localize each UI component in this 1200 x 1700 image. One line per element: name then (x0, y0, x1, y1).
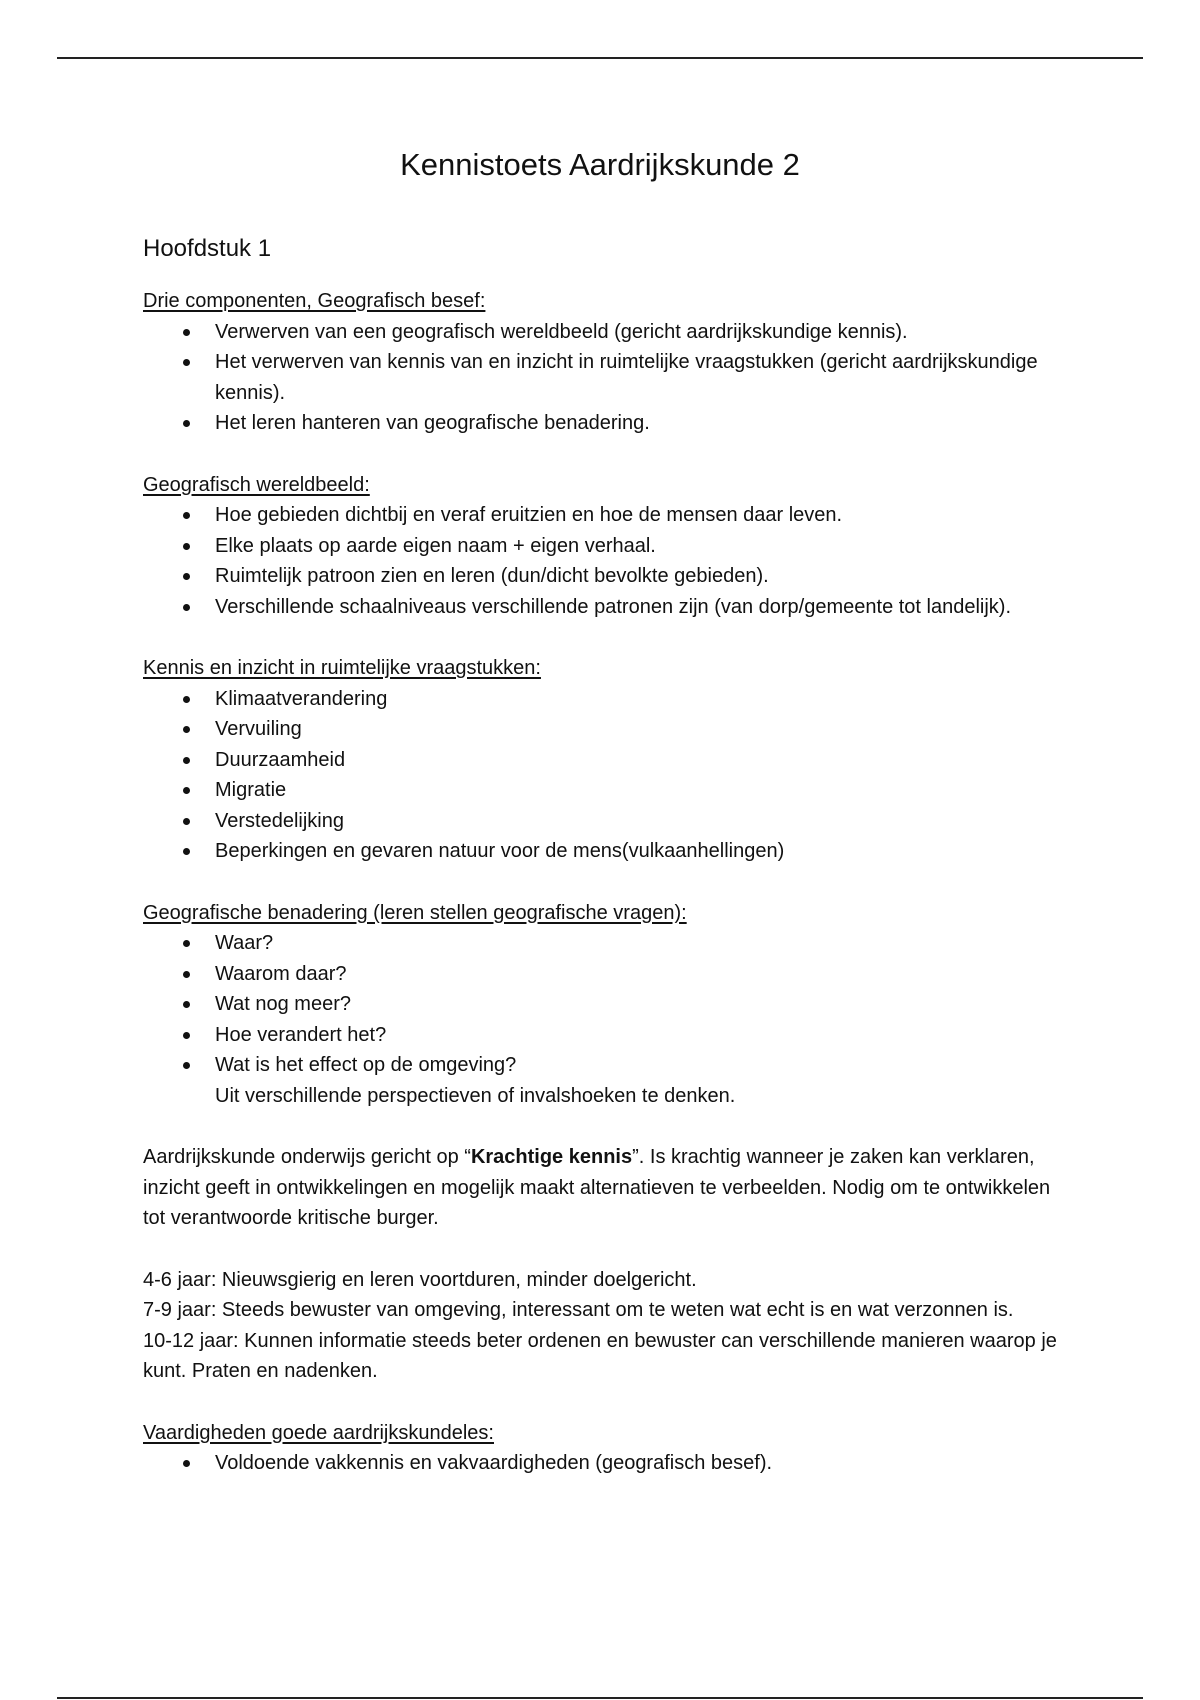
section-heading: Drie componenten, Geografisch besef: (143, 290, 486, 312)
bullet-icon (183, 940, 190, 947)
bullet-icon (183, 726, 190, 733)
section-heading: Kennis en inzicht in ruimtelijke vraagstukken: (143, 657, 541, 679)
list-item: Vervuiling (143, 714, 1073, 745)
list-item: Verschillende schaalniveaus verschillende patronen zijn (van dorp/gemeente tot landelijk). (143, 592, 1073, 623)
list-item: Het verwerven van kennis van en inzicht in ruimtelijke vraagstukken (gericht aardrijkskundige kennis). (143, 347, 1073, 408)
age-groups (143, 1265, 1073, 1387)
age-group-text: 10-12 jaar: Kunnen informatie steeds beter ordenen en bewuster can verschillende manieren waarop je kunt. Praten en nadenken. (143, 1329, 1057, 1382)
section-heading: Geografisch wereldbeeld: (143, 473, 370, 496)
bullet-icon (183, 359, 190, 366)
list-item: Hoe verandert het? (143, 1020, 1073, 1051)
list-item: Duurzaamheid (143, 745, 1073, 776)
bullet-icon (183, 757, 190, 764)
bullet-icon (183, 1001, 190, 1008)
section-geografische-benadering (143, 898, 1073, 1112)
list-item: Verwerven van een geografisch wereldbeeld (gericht aardrijkskundige kennis). (143, 317, 1073, 348)
bullet-list (143, 684, 1073, 867)
bullet-icon (183, 848, 190, 855)
bold-term: Krachtige kennis (470, 1146, 633, 1168)
section-geografisch-wereldbeeld (143, 470, 1073, 623)
age-group-text: 4-6 jaar: Nieuwsgierig en leren voortduren, minder doelgericht. (143, 1268, 697, 1291)
list-item: Beperkingen en gevaren natuur voor de mens(vulkaanhellingen) (143, 836, 1073, 867)
bullet-icon (183, 573, 190, 580)
bottom-rule (57, 1697, 1143, 1699)
bullet-icon (183, 787, 190, 794)
top-rule (57, 57, 1143, 59)
krachtige-kennis-paragraph: Aardrijkskunde onderwijs gericht op “Krachtige kennis”. Is krachtig wanneer je zaken kan verklaren, inzicht geeft in ontwikkelingen en mogelijk maakt alternatieven te verbeelden. Nodig om te ontwikkelen tot verantwoorde kritische burger. (143, 1146, 1051, 1229)
bullet-list (143, 928, 1073, 1081)
list-item: Klimaatverandering (143, 684, 1073, 715)
chapter-heading: Hoofdstuk 1 (143, 235, 272, 262)
list-item: Waar? (143, 928, 1073, 959)
list-item: Hoe gebieden dichtbij en veraf eruitzien en hoe de mensen daar leven. (143, 500, 1073, 531)
list-item: Het leren hanteren van geografische benadering. (143, 408, 1073, 439)
bullet-icon (183, 543, 190, 550)
age-group-text: 7-9 jaar: Steeds bewuster van omgeving, interessant om te weten wat echt is en wat verzonnen is. (143, 1299, 1014, 1321)
bullet-icon (183, 604, 190, 611)
section-heading: Geografische benadering (leren stellen geografische vragen): (143, 901, 687, 924)
bullet-icon (183, 971, 190, 978)
bullet-icon (183, 818, 190, 825)
bullet-icon (183, 696, 190, 703)
list-item: Waarom daar? (143, 959, 1073, 990)
list-item: Verstedelijking (143, 806, 1073, 837)
list-item: Elke plaats op aarde eigen naam + eigen verhaal. (143, 531, 1073, 562)
bullet-list (143, 317, 1073, 439)
bullet-icon (183, 1062, 190, 1069)
section-heading: Vaardigheden goede aardrijkskundeles: (143, 1421, 494, 1444)
document-body (143, 232, 1073, 1510)
list-item: Migratie (143, 775, 1073, 806)
list-item: Ruimtelijk patroon zien en leren (dun/dicht bevolkte gebieden). (143, 561, 1073, 592)
bullet-icon (183, 420, 190, 427)
list-item: Wat is het effect op de omgeving? (143, 1050, 1073, 1081)
section-geografisch-besef (143, 286, 1073, 439)
bullet-icon (183, 1460, 190, 1467)
list-continuation-text: Uit verschillende perspectieven of invalshoeken te denken. (215, 1084, 736, 1107)
document-title: Kennistoets Aardrijkskunde 2 (400, 147, 800, 182)
section-vaardigheden (143, 1418, 1073, 1479)
section-ruimtelijke-vraagstukken (143, 653, 1073, 867)
bullet-list (143, 1448, 1073, 1479)
list-item: Voldoende vakkennis en vakvaardigheden (geografisch besef). (143, 1448, 1073, 1479)
list-item: Wat nog meer? (143, 989, 1073, 1020)
bullet-list (143, 500, 1073, 622)
bullet-icon (183, 512, 190, 519)
bullet-icon (183, 329, 190, 336)
bullet-icon (183, 1032, 190, 1039)
